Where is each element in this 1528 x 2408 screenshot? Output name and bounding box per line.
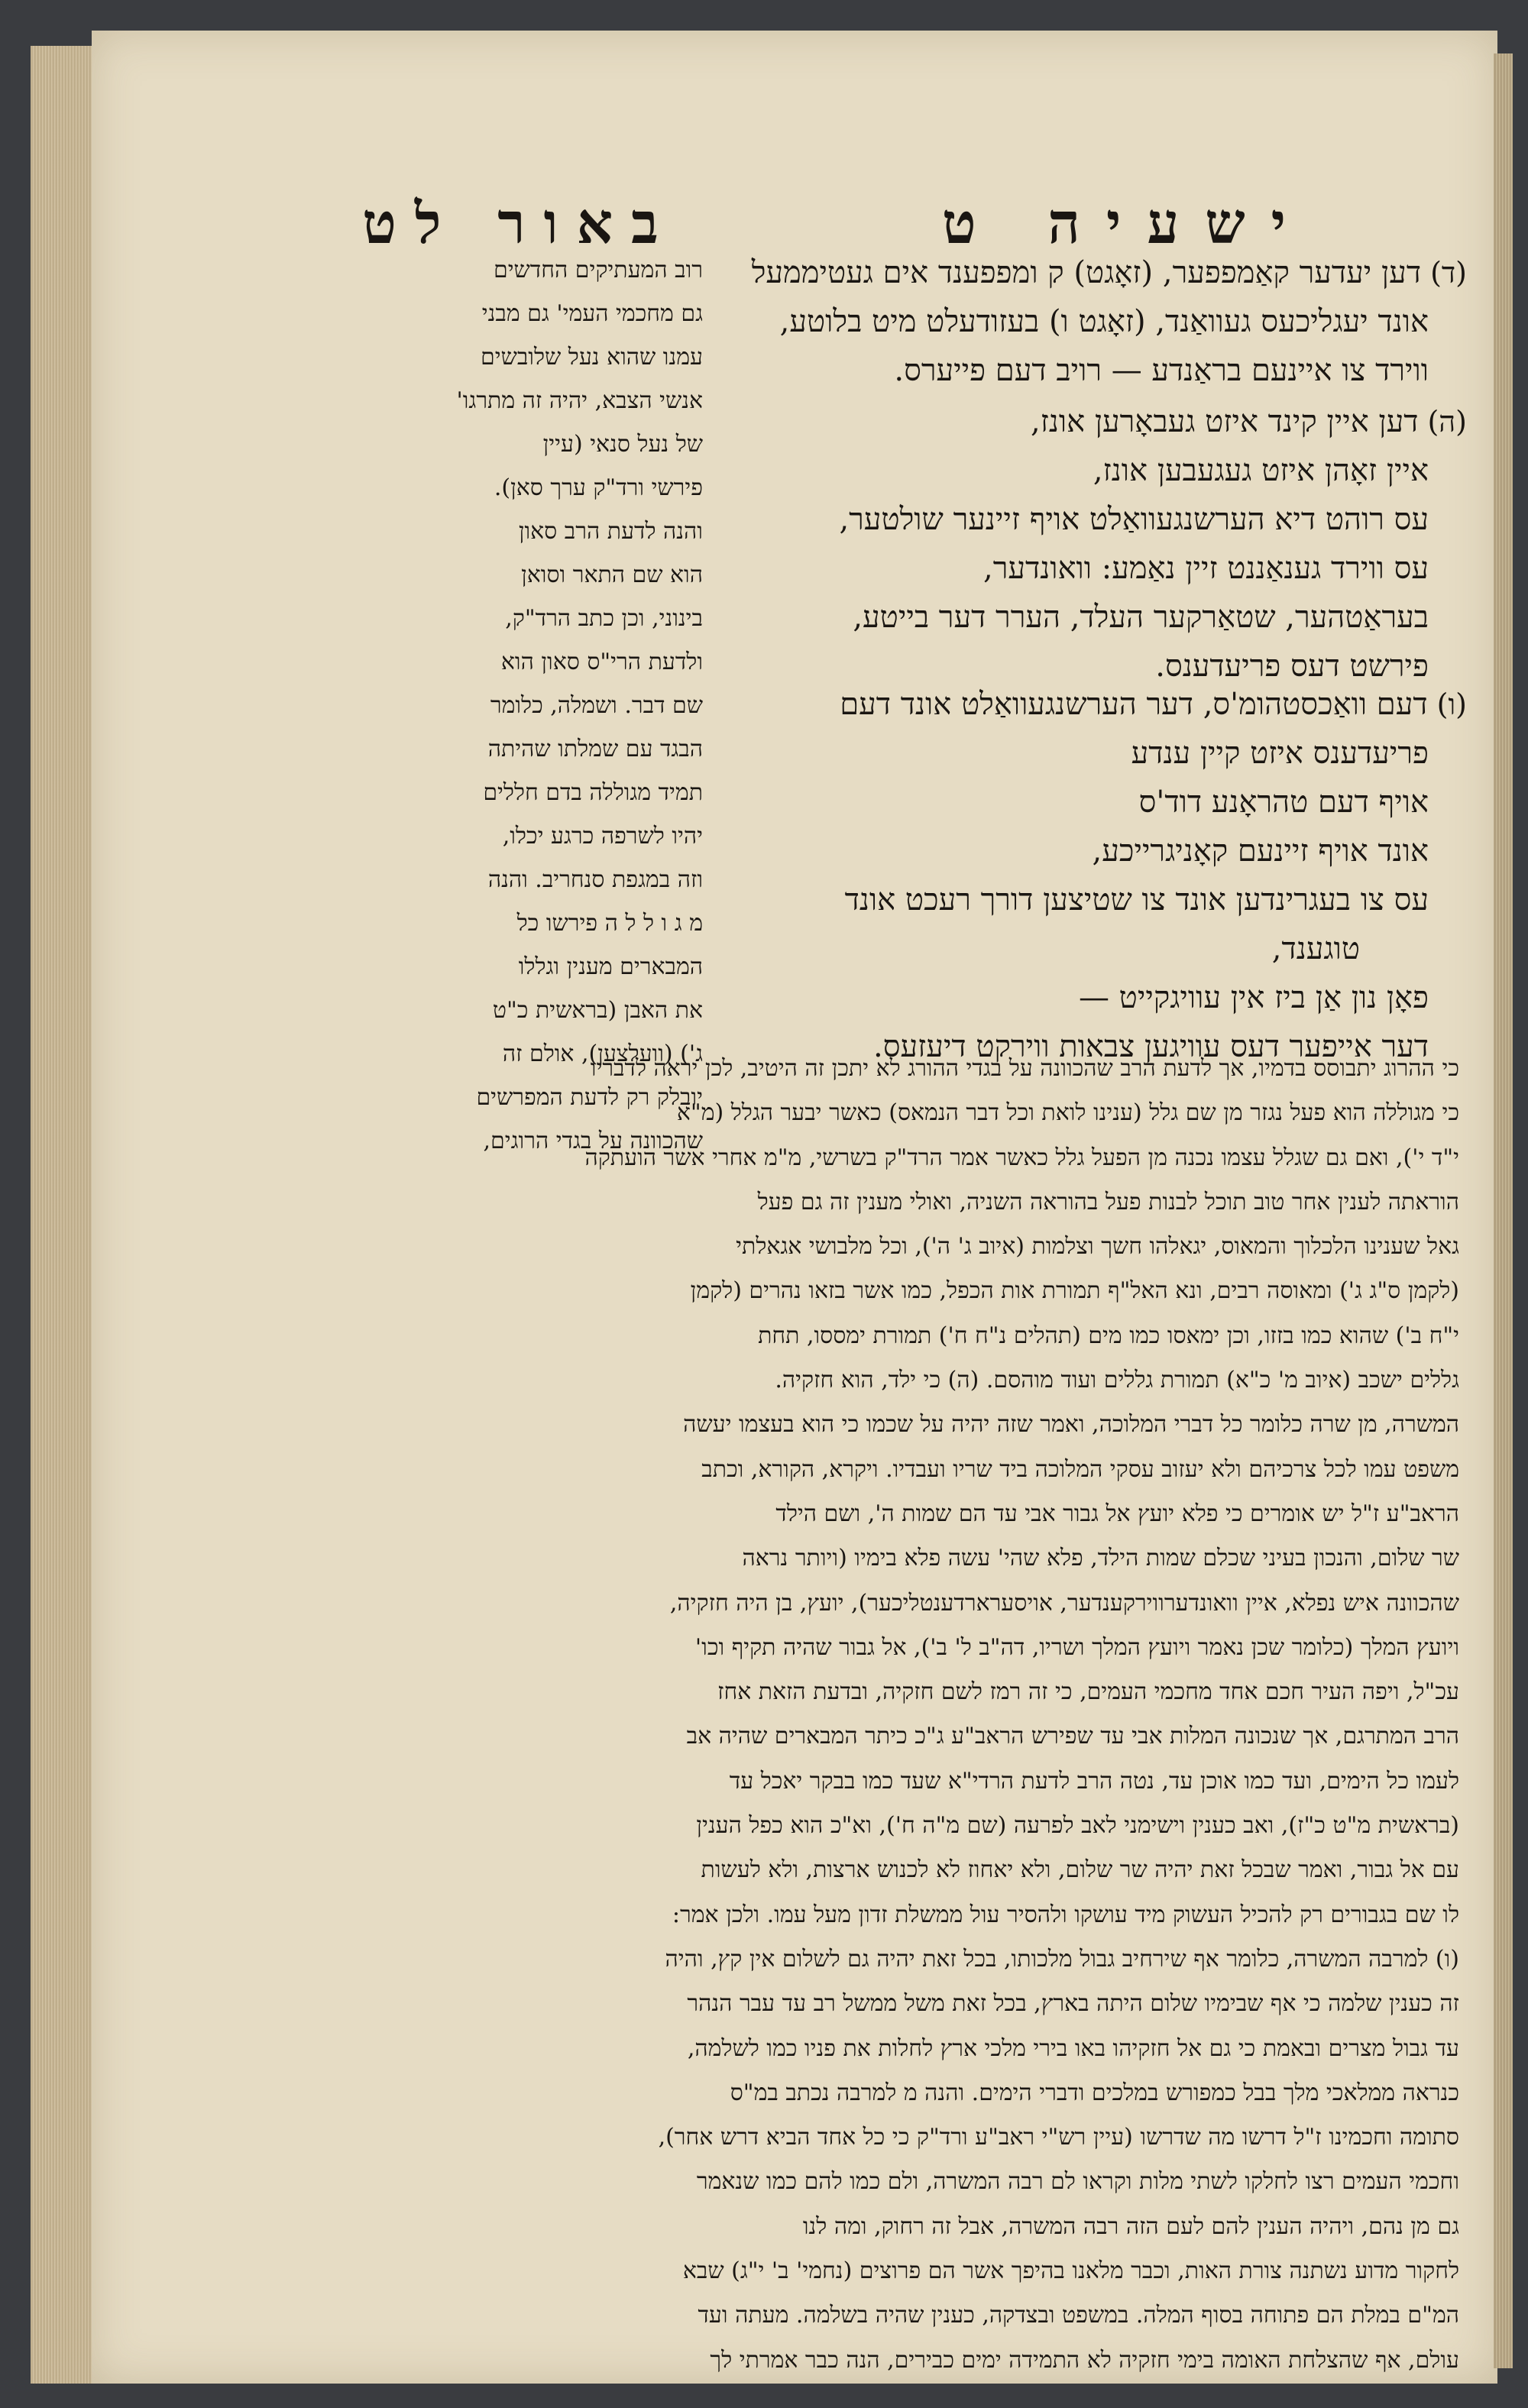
commentary-line: (ו) למרבה המשרה, כלומר אף שירחיב גבול מלכותו, בכל זאת יהיה גם לשלום אין קץ, והיה — [665, 1945, 1459, 1973]
verse-line: פירשט דעס פריעדענס. — [1155, 649, 1429, 684]
commentary-line: י"ח ב') שהוא כמו בזזו, וכן ימאסו כמו מים (תהלים נ"ח ח') תמורת ימססו, תחת — [758, 1322, 1459, 1349]
commentary-line: עכ"ל, ויפה העיר חכם אחד מחכמי העמים, כי זה רמז לשם חזקיה, ובדעת הזאת אחז — [717, 1678, 1459, 1706]
verse-line: אונד יעגליכעס געוואַנד, (זאָגט ו) בעזודעלט מיט בלוטע, — [779, 304, 1429, 339]
commentary-line: הרב המתרגם, אך שנכונה המלות אבי עד שפירש הראב"ע ג"כ כיתר המבארים שהיה אב — [686, 1723, 1459, 1750]
verse-number: (ו) — [1436, 688, 1467, 721]
verse-line: דער אייפער דעס עוויגען צבאות ווירקט דיעזעס. — [873, 1029, 1429, 1064]
verse-4 — [657, 248, 1467, 395]
side-line: פירשי ורד"ק ערך סאן). — [494, 474, 703, 501]
commentary-line: הראב"ע ז"ל יש אומרים כי פלא יועץ אל גבור אבי עד הם שמות ה', ושם הילד — [775, 1500, 1459, 1527]
verse-line: דען יעדער קאַמפפער, (זאָגט) ק ומפפענד אים געטיממעל — [751, 255, 1422, 290]
commentary-line: עם אל גבור, ואמר שבכל זאת יהיה שר שלום, ולא יאחוז לא לכנוש ארצות, ולא לעשות — [701, 1856, 1459, 1884]
verse-line: טוגענד, — [1271, 931, 1360, 966]
commentary-line: גם מן נהם, ויהיה הענין להם לעם הזה רבה המשרה, אבל זה רחוק, ומה לנו — [802, 2212, 1459, 2240]
side-line: בינוני, וכן כתב הרד"ק, — [505, 605, 703, 632]
verse-line: אויף דעם טהראָנע דוד'ס — [1138, 785, 1429, 820]
right-page-edge — [1494, 53, 1513, 2368]
side-line: רוב המעתיקים החדשים — [493, 257, 703, 283]
commentary-line: לחקור מדוע נשתנה צורת האות, וכבר מלאנו בהיפך אשר הם פרוצים (נחמי' ב' י"ג) שבא — [682, 2258, 1459, 2285]
commentary-line: לעמו כל הימים, ועד כמו אוכן עד, נטה הרב לדעת הרדי"א שעד כמו בבקר יאכל עד — [729, 1767, 1459, 1795]
side-line: ג') (וועלצען), אולם זה — [502, 1041, 703, 1067]
commentary-line: עולם, אף שהצלחת האומה בימי חזקיה לא התמידה ימים כבירים, הנה כבר אמרתי לך — [710, 2346, 1459, 2374]
commentary-line: הוראתה לענין אחר טוב תוכל לבנות פעל בהוראה השניה, ואולי מענין זה גם פעל — [757, 1188, 1459, 1215]
commentary-line: כנראה ממלאכי מלך בבל כמפורש במלכים ודברי הימים. והנה מ למרבה נכתב במ"ס — [730, 2079, 1459, 2106]
bottom-commentary — [306, 1047, 1459, 2383]
commentary-line: י"ד י'), ואם גם שגלל עצמו נכנה מן הפעל גלל כאשר אמר הרד"ק בשרשי, מ"מ אחרי אשר הועתקה — [584, 1144, 1459, 1171]
commentary-line: משפט עמו לכל צרכיהם ולא יעזוב עסקי המלוכה ביד שריו ועבדיו. ויקרא, הקורא, וכתב — [701, 1455, 1459, 1483]
verse-6 — [657, 680, 1467, 1071]
side-line: המבארים מענין וגללו — [518, 953, 703, 980]
commentary-line: שהכוונה איש נפלא, איין וואונדערווירקענדער, אויסערארדענטליכער), יועץ, בן היה חזקיה, — [669, 1589, 1459, 1617]
verse-line: דעם וואַכסטהומ'ס, דער הערשנגעוואַלט אונד דעם — [840, 687, 1428, 722]
commentary-line: (לקמן ס"ג ג') ומאוסה רבים, ונא האל"ף תמורת אות הכפל, כמו אשר בזאו נהרים (לקמן — [690, 1277, 1459, 1305]
commentary-line: המ"ם במלת הם פתוחה בסוף המלה. במשפט ובצדקה, כענין שהיה בשלמה. מעתה ועד — [698, 2302, 1459, 2329]
verse-line: פריעדענס איזט קיין ענדע — [1131, 736, 1429, 771]
commentary-line: זה כענין שלמה כי אף שבימיו שלום היתה בארץ, בכל זאת משל ממשל רב עד עבר הנהר — [687, 1990, 1459, 2018]
commentary-line: גללים ישכב (איוב מ' כ"א) תמורת גללים ועוד מוהסם. (ה) כי ילד, הוא חזקיה. — [775, 1367, 1459, 1394]
verse-line: ווירד צו איינעם בראַנדע — רויב דעם פייערס. — [894, 353, 1429, 388]
commentary-line: המשרה, מן שרה כלומר כל דברי המלוכה, ואמר שזה יהיה על שכמו כי הוא בעצמו יעשה — [683, 1411, 1459, 1439]
side-line: יהיו לשרפה כרגע יכלו, — [502, 823, 703, 850]
side-line: ולדעת הרי"ס סאון הוא — [500, 649, 703, 675]
side-line: הבגד עם שמלתו שהיתה — [487, 736, 703, 762]
commentary-line: ויועץ המלך (כלומר שכן נאמר ויועץ המלך ושריו, דה"ב ל' ב'), אל גבור שהיה תקיף וכו' — [694, 1633, 1459, 1661]
side-line: עמנו שהוא נעל שלובשים — [481, 344, 703, 371]
commentary-line: עד גבול מצרים ובאמת כי גם אל חזקיהו באו בירי מלכי ארץ לחלות את פניו כמו לשלמה, — [687, 2034, 1459, 2062]
verse-line: פאָן נון אַן ביז אין עוויגקייט — — [1078, 980, 1429, 1015]
commentary-line: גאל שענינו הלכלוך והמאוס, יגאלהו חשך וצלמות (איוב ג' ה'), וכל מלבושי אגאלתי — [736, 1233, 1459, 1261]
verse-line: עס ווירד גענאַננט זיין נאַמע: וואונדער, — [983, 551, 1429, 586]
side-line: אנשי הצבא, יהיה זה מתרגו' — [456, 387, 703, 414]
verse-line: איין זאָהן איזט געגעבען אונז, — [1093, 453, 1429, 488]
commentary-line: שר שלום, והנכון בעיני שכלם שמות הילד, פלא שהי' עשה פלא בימיו (ויותר נראה — [742, 1545, 1459, 1572]
verse-line: עס צו בעגרינדען אונד צו שטיצען דורך רעכט אונד — [844, 882, 1429, 918]
commentary-line: סתומה וחכמינו ז"ל דרשו מה שדרשו (עיין רש"י ראב"ע ורד"ק כי כל אחד הביא דרש אחר), — [658, 2124, 1459, 2151]
side-header: באור לט — [362, 191, 677, 257]
side-line: גם מחכמי העמי' גם מבני — [481, 300, 703, 327]
commentary-line: וחכמי העמים רצו לחלקו לשתי מלות וקראו לם רבה המשרה, ולם כמו להם כמו שנאמר — [696, 2168, 1459, 2196]
side-commentary-column — [306, 248, 703, 1163]
commentary-line: (בראשית מ"ט כ"ז), ואב כענין וישימני לאב לפרעה (שם מ"ה ח'), וא"כ הוא כפל הענין — [696, 1812, 1459, 1840]
commentary-line: לו שם בגבורים רק להכיל העשוק מיד עושקו ולהסיר עול ממשלת זדון מעל עמו. ולכן אמר: — [672, 1901, 1459, 1928]
side-line: יובלק רק לדעת המפרשים — [476, 1084, 703, 1111]
side-line: את האבן (בראשית כ"ט — [492, 997, 703, 1024]
verse-number: (ה) — [1427, 405, 1467, 439]
verse-line: עס רוהט דיא הערשנגעוואַלט אויף זיינער שולטער, — [839, 502, 1429, 537]
verse-line: אונד אויף זיינעם קאָניגרייכע, — [1092, 833, 1429, 869]
side-line: וזה במגפת סנחריב. והנה — [487, 866, 703, 893]
side-line: של נעל סנאי (עיין — [542, 431, 703, 458]
side-line: תמיד מגוללה בדם חללים — [483, 779, 703, 806]
side-line: מ ג ו ל ל ה פירשו כל — [516, 910, 703, 937]
verse-line: דען איין קינד איזט געבאָרען אונז, — [1031, 404, 1419, 439]
side-line: והנה לדעת הרב סאון — [518, 518, 703, 545]
verse-line: בעראַטהער, שטאַרקער העלד, הערר דער בייטע, — [853, 600, 1429, 635]
commentary-line: כי מגוללה הוא פעל נגזר מן שם גלל (ענינו לואת וכל דבר הנמאס) כאשר יבער הגלל (מ"א — [676, 1099, 1459, 1127]
side-line: שהכוונה על בגדי הרוגים, — [483, 1128, 703, 1154]
main-header: ישעיה ט — [941, 191, 1313, 257]
side-line: הוא שם התאר וסואן — [521, 562, 703, 588]
verse-number: (ד) — [1430, 256, 1467, 290]
verse-5 — [657, 397, 1467, 691]
commentary-line: כי ההרוג יתבוסס בדמיו, אך לדעת הרב שהכוונה על בגדי ההורג לא יתכן זה היטיב, לכן יראה לדבריו — [590, 1055, 1459, 1082]
side-line: שם דבר. ושמלה, כלומר — [490, 692, 703, 719]
